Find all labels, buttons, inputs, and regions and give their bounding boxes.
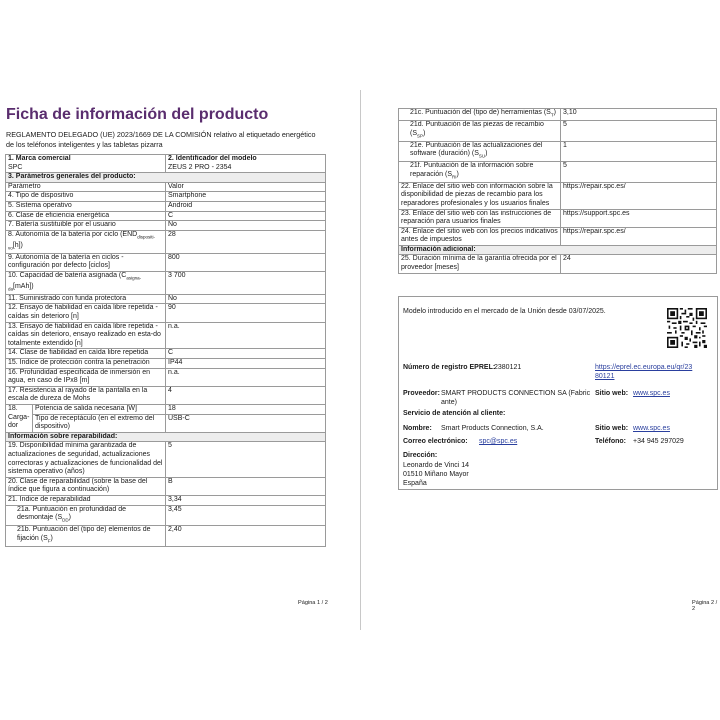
website-link[interactable]: www.spc.es [633, 390, 670, 397]
section-header-row [6, 173, 326, 183]
table-row [6, 304, 326, 322]
charger-power-label: Potencia de salida necesaria [W] [33, 405, 166, 415]
param-label: 21a. Puntuación en profundidad de desmontaje $(S_{DD})$ [6, 505, 166, 526]
param-label: 24. Enlace del sitio web con los precios indicativos antes de impuestos [399, 227, 561, 245]
param-text: [mAh]) [13, 282, 34, 290]
customer-service-label: Servicio de atención al cliente: [403, 410, 506, 417]
param-value: 90 [166, 304, 326, 322]
table-row [6, 253, 326, 271]
param-value: Smartphone [166, 192, 326, 202]
repairability-header: Información sobre reparabilidad: [6, 432, 326, 442]
param-label: 21d. Puntuación de las piezas de recambio $(S_{SP})$ [399, 120, 561, 141]
param-label: 21e. Puntuación de las actualizaciones del software (duración) $(S_{SU})$ [399, 141, 561, 162]
value-column-header: Valor [166, 182, 326, 192]
eprel-label: Número de registro EPREL: [403, 364, 496, 371]
additional-info-header: Información adicional: [399, 245, 717, 255]
table-row [6, 359, 326, 369]
param-text: [h]) [12, 241, 23, 249]
table-row [6, 505, 326, 526]
param-label: 19. Disponibilidad mínima garantizada de actualizaciones de seguridad, actualizaciones correctoras y actualizaciones de funcionalidad del sistema operativo (años) [6, 442, 166, 477]
param-text: 8. Autonomía de la batería por ciclo (END [8, 230, 138, 238]
param-value: Android [166, 201, 326, 211]
param-label: 20. Clase de reparabilidad (sobre la base del índice que figura a continuación) [6, 477, 166, 495]
table-row [399, 141, 717, 162]
param-label: 21f. Puntuación de la información sobre reparación $(S_{RI})$ [399, 162, 561, 183]
table-row [6, 442, 326, 477]
param-label: 9. Autonomía de la batería en ciclos - configuración por defecto [ciclos] [6, 253, 166, 271]
table-row [6, 211, 326, 221]
param-value: 800 [166, 253, 326, 271]
param-value: 3 700 [166, 271, 326, 294]
column-header-row [6, 182, 326, 192]
table-row [399, 120, 717, 141]
param-label: 17. Resistencia al rayado de la pantalla en la escala de dureza de Mohs [6, 386, 166, 404]
table-row [6, 221, 326, 231]
param-value: 1 [561, 141, 717, 162]
table-row [6, 349, 326, 359]
param-label: 13. Ensayo de fiabilidad en caída libre repetida - caídas sin deterioro, ensayo realizado en esta-do totalmente extendido [n] [6, 322, 166, 349]
table-row [399, 182, 717, 209]
param-text: 21c. Puntuación del (tipo de) herramientas (S [410, 109, 551, 116]
phone-label: Teléfono: [595, 438, 626, 445]
param-subscript: asigna-da [8, 275, 142, 292]
charger-port-value: USB-C [166, 414, 326, 432]
param-text: 10. Capacidad de batería asignada (C [8, 271, 127, 279]
address-line: Leonardo de Vinci 14 [403, 462, 470, 469]
brand-label: 1. Marca comercial [8, 155, 71, 162]
table-row [6, 201, 326, 211]
param-value: 5 [561, 120, 717, 141]
param-label: 22. Enlace del sitio web con información sobre la disponibilidad de piezas de recambio para los reparadores profesionales y los usuarios finales [399, 182, 561, 209]
charger-label: 18. Carga-dor [6, 405, 33, 433]
param-value: B [166, 477, 326, 495]
model-cell [166, 155, 326, 173]
market-intro-text: Modelo introducido en el mercado de la Unión desde 03/07/2025. [403, 308, 606, 315]
param-label: 11. Suministrado con funda protectora [6, 294, 166, 304]
param-subscript: dispositi-vo [8, 234, 155, 251]
eprel-link[interactable] [595, 363, 692, 381]
param-value: 5 [561, 162, 717, 183]
param-value: 24 [561, 255, 717, 273]
param-label: 4. Tipo de dispositivo [6, 192, 166, 202]
param-text: 21a. Puntuación en profundidad de desmontaje (S [17, 505, 126, 522]
param-value: No [166, 221, 326, 231]
param-value: 4 [166, 386, 326, 404]
param-label: 15. Índice de protección contra la penetración [6, 359, 166, 369]
param-subscript: DD [62, 517, 69, 523]
email-label: Correo electrónico: [403, 438, 468, 445]
param-value: 5 [166, 442, 326, 477]
table-row [6, 322, 326, 349]
param-label [6, 271, 166, 294]
param-text: 21f. Puntuación de la información sobre reparación (S [410, 162, 534, 178]
model-value: ZEUS 2 PRO - 2354 [168, 163, 232, 171]
param-label: 21. Índice de reparabilidad [6, 495, 166, 505]
param-value: 3,10 [561, 109, 717, 121]
param-value: 28 [166, 230, 326, 253]
param-label: 23. Enlace del sitio web con las instrucciones de reparación para usuarios finales [399, 209, 561, 227]
page-title: Ficha de información del producto [6, 106, 269, 123]
param-value: 2,40 [166, 526, 326, 547]
param-subscript: SP [417, 132, 424, 138]
service-website-label: Sitio web: [595, 425, 629, 432]
param-text: 21b. Puntuación del (tipo de) elementos de fijación (S [17, 526, 151, 542]
prices-link[interactable]: https://repair.spc.es/ [561, 227, 717, 245]
param-label: 16. Profundidad especificada de inmersión en agua, en caso de IPx8 [m] [6, 368, 166, 386]
provider-label: Proveedor: [403, 390, 440, 397]
param-value: 3,45 [166, 505, 326, 526]
section-header-row [6, 432, 326, 442]
table-row [6, 192, 326, 202]
table-row [6, 230, 326, 253]
model-label: 2. Identificador del modelo [168, 155, 257, 162]
section-header-row [399, 245, 717, 255]
provider-line: ante) [441, 399, 457, 406]
param-label: 12. Ensayo de fiabilidad en caída libre repetida - caídas sin deterioro [n] [6, 304, 166, 322]
table-row [399, 227, 717, 245]
param-value: No [166, 294, 326, 304]
general-parameters-header: 3. Parámetros generales del producto: [6, 173, 326, 183]
eprel-number: 2380121 [494, 364, 522, 371]
table-row [6, 368, 326, 386]
param-subscript: SU [478, 153, 486, 159]
param-value: C [166, 349, 326, 359]
charger-port-label: Tipo de receptáculo (en el extremo del dispositivo) [33, 414, 166, 432]
table-row [6, 477, 326, 495]
param-subscript: F [47, 538, 51, 544]
service-website-link[interactable]: www.spc.es [633, 425, 670, 432]
name-label: Nombre: [403, 425, 432, 432]
table-row [6, 526, 326, 547]
charger-row [6, 414, 326, 432]
param-label: 7. Batería sustituible por el usuario [6, 221, 166, 231]
website-label: Sitio web: [595, 390, 629, 397]
param-label: 25. Duración mínima de la garantía ofrecida por el proveedor [meses] [399, 255, 561, 273]
page-1 [0, 0, 355, 720]
product-parameters-table [5, 154, 326, 547]
eprel-link-line: https://eprel.ec.europa.eu/qr/23 [595, 364, 693, 371]
page-divider [360, 90, 361, 630]
param-label: 5. Sistema operativo [6, 201, 166, 211]
page-number: Página 1 / 2 [298, 600, 328, 606]
param-value: n.a. [166, 322, 326, 349]
param-label: 21c. Puntuación del (tipo de) herramientas $(S_T)$ [399, 109, 561, 121]
email-link[interactable]: spc@spc.es [479, 438, 518, 445]
regulation-name: REGLAMENTO DELEGADO (UE) 2023/1669 DE LA COMISIÓN [6, 130, 212, 139]
provider-value [441, 389, 590, 407]
address-label: Dirección: [403, 452, 438, 459]
param-label: 6. Clase de eficiencia energética [6, 211, 166, 221]
address-line: 01510 Miñano Mayor [403, 471, 469, 478]
charger-power-value: 18 [166, 405, 326, 415]
param-subscript: T [550, 112, 554, 118]
address-line: España [403, 480, 427, 487]
qr-code[interactable] [667, 307, 707, 349]
param-value: IP44 [166, 359, 326, 369]
brand-model-row [6, 155, 326, 173]
table-row [399, 162, 717, 183]
param-value: 3,34 [166, 495, 326, 505]
spare-parts-link[interactable]: https://repair.spc.es/ [561, 182, 717, 209]
param-text: 21e. Puntuación de las actualizaciones del software (duración) (S [410, 141, 543, 158]
phone-value: +34 945 297029 [633, 438, 684, 445]
regulation-text [6, 130, 324, 149]
provider-line: SMART PRODUCTS CONNECTION SA (Fabric [441, 390, 591, 397]
regulation-subject: relativo al etiquetado energético de los teléfonos inteligentes y las tabletas pizarra [6, 130, 316, 149]
param-text: 21d. Puntuación de las piezas de recambio (S [410, 120, 544, 137]
table-row [399, 109, 717, 121]
table-row [6, 386, 326, 404]
brand-value: SPC [8, 163, 23, 171]
param-label: 14. Clase de fiabilidad en caída libre repetida [6, 349, 166, 359]
table-row [6, 495, 326, 505]
repairability-table-continued [398, 108, 717, 274]
brand-cell [6, 155, 166, 173]
page-number: Página 2 / 2 [692, 600, 718, 612]
param-label: 21b. Puntuación del (tipo de) elementos de fijación $(S_F)$ [6, 526, 166, 547]
charger-row [6, 405, 326, 415]
table-row [399, 255, 717, 273]
eprel-link-line: 80121 [595, 373, 615, 380]
table-row [6, 271, 326, 294]
name-value: Smart Products Connection, S.A. [441, 425, 544, 432]
param-label [6, 230, 166, 253]
table-row [399, 209, 717, 227]
repair-instructions-link[interactable]: https://support.spc.es [561, 209, 717, 227]
supplier-info-box [398, 296, 718, 490]
param-subscript: RI [452, 174, 457, 180]
param-column-header: Parámetro [6, 182, 166, 192]
param-value: C [166, 211, 326, 221]
table-row [6, 294, 326, 304]
address-value [403, 461, 469, 488]
param-value: n.a. [166, 368, 326, 386]
